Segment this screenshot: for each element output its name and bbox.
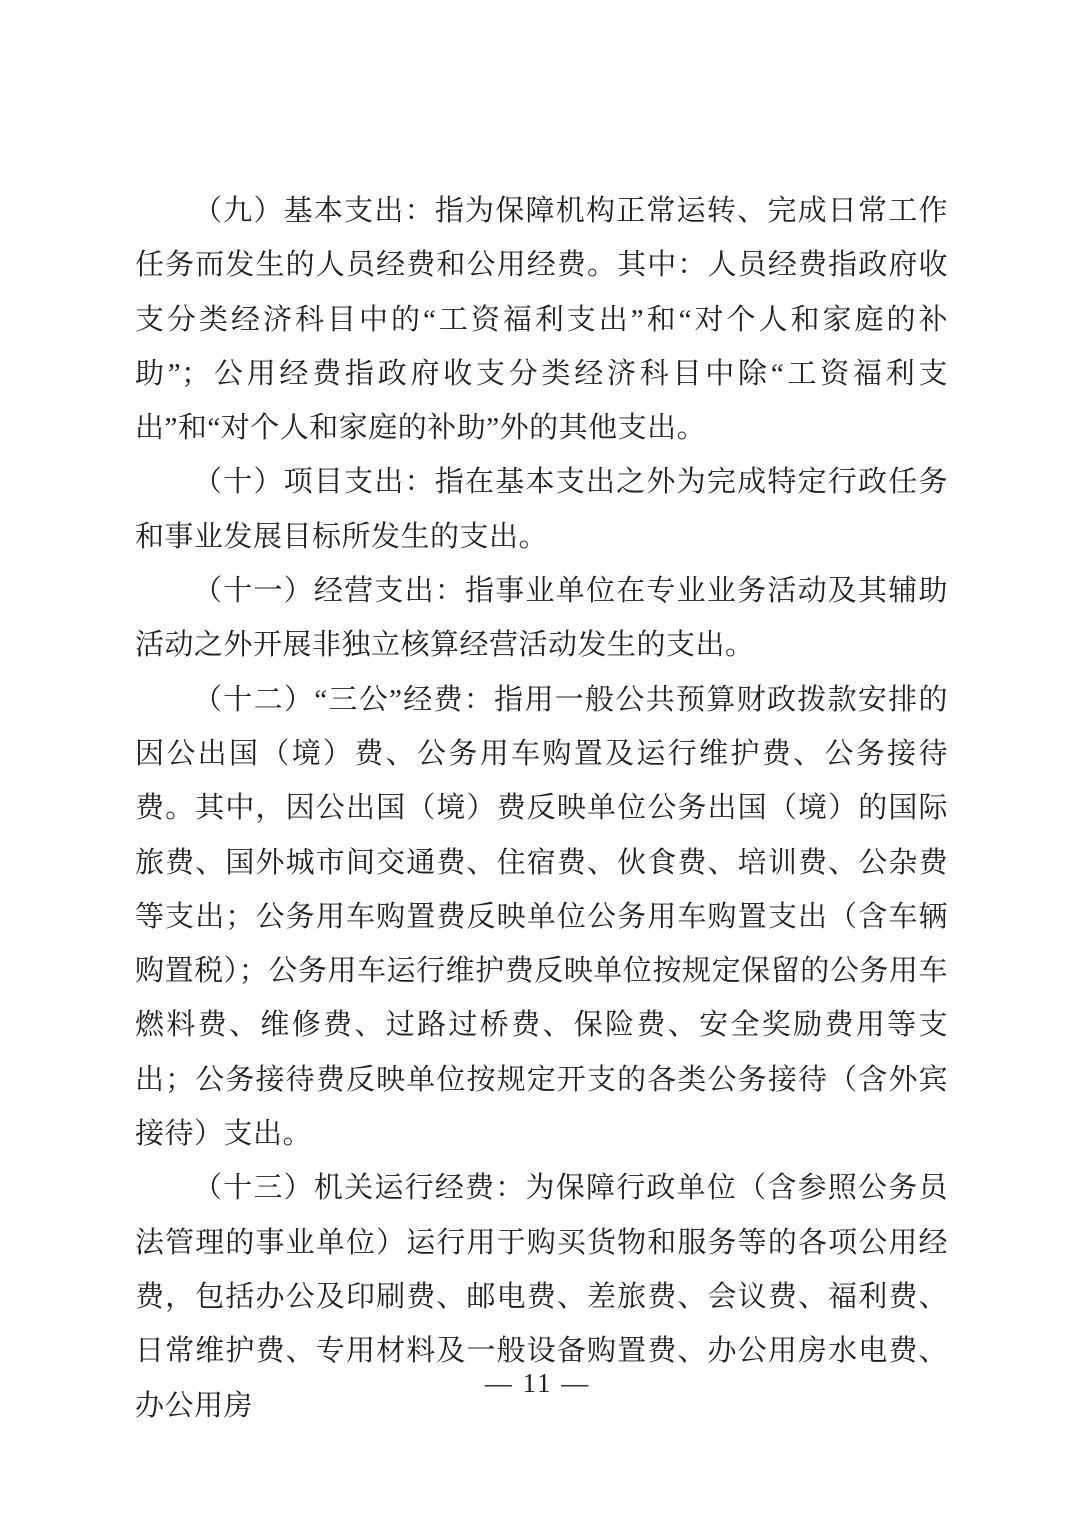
paragraph-definition-12-three-public-funds: （十二）“三公”经费：指用一般公共预算财政拨款安排的因公出国（境）费、公务用车购置及运行维护费、公务接待费。其中，因公出国（境）费反映单位公务出国（境）的国际旅费、国外城市间交通费、住宿费、伙食费、培训费、公杂费等支出；公务用车购置费反映单位公务用车购置支出（含车辆购置税）；公务用车运行维护费反映单位按规定保留的公务用车燃料费、维修费、过路过桥费、保险费、安全奖励费用等支出；公务接待费反映单位按规定开支的各类公务接待（含外宾接待）支出。 — [135, 683, 948, 1151]
paragraph-definition-11-operating-expenditure: （十一）经营支出：指事业单位在专业业务活动及其辅助活动之外开展非独立核算经营活动发生的支出。 — [135, 575, 948, 662]
paragraph-definition-9-basic-expenditure: （九）基本支出：指为保障机构正常运转、完成日常工作任务而发生的人员经费和公用经费。其中：人员经费指政府收支分类经济科目中的“工资福利支出”和“对个人和家庭的补助”；公用经费指政府收支分类经济科目中除“工资福利支出”和“对个人和家庭的补助”外的其他支出。 — [135, 195, 948, 445]
paragraph-definition-10-project-expenditure: （十）项目支出：指在基本支出之外为完成特定行政任务和事业发展目标所发生的支出。 — [135, 466, 948, 553]
paragraph-definition-13-agency-operating-funds: （十三）机关运行经费：为保障行政单位（含参照公务员法管理的事业单位）运行用于购买货物和服务等的各项公用经费，包括办公及印刷费、邮电费、差旅费、会议费、福利费、日常维护费、专用材料及一般设备购置费、办公用房水电费、办公用房 — [135, 1172, 948, 1422]
document-body — [135, 184, 948, 1433]
page-number: — 11 — — [484, 1368, 591, 1398]
